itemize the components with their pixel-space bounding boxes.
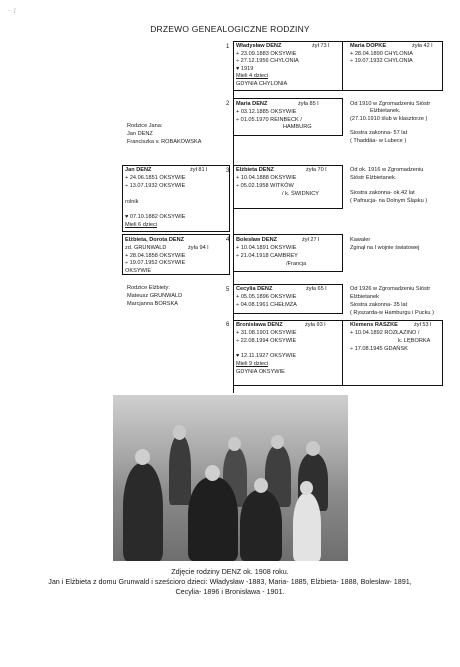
f5-age: żyła 65 l [306,286,327,292]
f6-children: Mieli 9 dzieci [236,361,269,367]
page-title: DRZEWO GENEALOGICZNE RODZINY [150,24,310,34]
jan-death: ÷ 13.07.1932 OKSYWIE [125,183,186,189]
f2-death: ÷ 01.05.1970 REINBECK / [236,117,302,123]
f4-death-place: /Francja [286,261,307,267]
jan-parents-label: Rodzice Jana: [127,123,163,129]
jan-birth: + 24.06.1851 OKSYWIE [125,175,186,181]
f6-spouse-birth-place: k. LĘBORKA [398,338,431,344]
jan-occupation: rolnik [125,199,139,205]
elz-age: żyła 94 l [188,245,209,251]
f2-note-4: Siostra zakonna- 57 lat [350,130,408,136]
elz-mother: Marcjanna BORSKA [127,301,178,307]
elz-parents-label: Rodzice Elżbiety: [127,285,170,291]
f6-spouse-birth: + 10.04.1892 ROZŁAZINO / [350,330,420,336]
elz-death: ÷ 19.07.1952 OKSYWIE [125,260,186,266]
f2-age: żyła 85 l [298,101,319,107]
f4-note-1: Kawaler [350,237,371,243]
f2-death-place: HAMBURG [283,124,312,130]
f4-birth: + 10.04.1891 OKSYWIE [236,245,297,251]
f1-spouse-name: Maria DOPKE [350,43,387,49]
f1-name: Władysław DENZ [236,43,282,49]
elz-name: Elżbieta, Dorota DENZ [125,237,185,243]
f3-birth: + 10.04.1888 OKSYWIE [236,175,297,181]
f3-note-2: Sióstr Elżbietanek. [350,175,397,181]
f6-age: żyła 93 l [305,322,326,328]
f6-death: ÷ 22.08.1994 OKSYWIE [236,338,297,344]
f5-note-1: Od 1926 w Zgromadzeniu Sióstr [350,286,431,292]
elz-place: OKSYWIE [125,268,152,274]
f1-place: GDYNIA CHYLONIA [236,81,288,87]
jan-mother: Franciszka v. ROBAKOWSKA [127,139,202,145]
f1-birth: + 23.09.1883 OKSYWIE [236,51,297,57]
f3-age: żyła 70 l [306,167,327,173]
entry-number-5: 5 [226,287,230,293]
f2-note-2: Elżbietanek. [370,108,401,114]
f5-birth: + 05.05.1896 OKSYWIE [236,294,297,300]
f3-death: ÷ 05.02.1958 WITKÓW [236,183,294,189]
f4-name: Bolesław DENZ [236,237,278,243]
f2-name: Maria DENZ [236,101,268,107]
entry-number-3: 3 [226,168,230,174]
elz-birth: + 28.04.1858 OKSYWIE [125,253,186,259]
elz-maiden: zd. GRUNWALD [125,245,167,251]
jan-father: Jan DENZ [127,131,153,137]
f1-marriage: ♥ 1919 [236,66,254,72]
f3-name: Elżbieta DENZ [236,167,274,173]
f6-marriage: ♥ 12.11.1927 OKSYWIE [236,353,297,359]
f4-note-2: Zginął na I wojnie światowej [350,245,420,251]
entry-number-2: 2 [226,101,230,107]
f1-spouse-death: ÷ 19.07.1932 CHYLONIA [350,58,413,64]
corner-mark: - · ∫ [8,8,16,14]
jan-age: żył 81 l [190,167,208,173]
f2-note-1: Od 1910 w Zgromadzeniu Sióstr [350,101,431,107]
jan-children: Mieli 6 dzieci [125,222,158,228]
f5-name: Cecylia DENZ [236,286,273,292]
elz-father: Mateusz GRUNWALD [127,293,183,299]
f5-note-2: Elżbietanek [350,294,379,300]
f1-spouse-birth: + 28.04.1890 CHYLONIA [350,51,413,57]
entry-number-6: 6 [226,322,230,328]
f1-children: Mieli 4 dzieci [236,73,269,79]
f6-spouse-death: ÷ 17.08.1945 GDAŃSK [350,346,408,352]
f1-spouse-age: żyła 42 l [412,43,433,49]
photo-caption-title: Zdjęcie rodziny DENZ ok. 1908 roku. [171,567,289,576]
f3-note-3: Siostra zakonna- ok.42 lat [350,190,415,196]
f1-death: ÷ 27.12.1956 CHYLONIA [236,58,299,64]
f5-note-4: ( Ryszarda-w Hamburgu i Pucku ) [350,310,434,316]
photo-caption-line-3: Cecylia- 1896 i Bronisława - 1901. [175,587,285,596]
f4-age: żył 27 l [302,237,320,243]
f6-birth: + 31.08.1901 OKSYWIE [236,330,297,336]
entry-number-4: 4 [226,237,230,243]
f3-note-1: Od ok. 1916 w Zgromadzeniu [350,167,424,173]
f3-death-place: / k. ŚWIDNICY [282,191,319,197]
f6-spouse-name: Klemens RASZKE [350,322,398,328]
entry-number-1: 1 [226,44,230,50]
f1-age: żył 73 l [312,43,330,49]
entry-6-divider [342,320,343,386]
f2-birth: + 03.12.1885 OKSYWIE [236,109,297,115]
f5-death: ÷ 04.08.1961 CHEŁMŻA [236,302,297,308]
f6-name: Bronisława DENZ [236,322,283,328]
f2-note-5: ( Thaddäa- w Lubece ) [350,138,407,144]
f4-death: ÷ 21.04.1918 CAMBREY [236,253,298,259]
jan-name: Jan DENZ [125,167,152,173]
family-photo [113,395,348,561]
entry-1-divider [342,41,343,91]
f6-place: GDYNIA OKSYWIE [236,369,285,375]
jan-marriage: ♥ 07.10.1882 OKSYWIE [125,214,186,220]
f5-note-3: Siostra zakonna- 35 lat [350,302,408,308]
f3-note-4: ( Pafnucja- na Dolnym Śląsku ) [350,198,428,204]
f6-spouse-age: żył 53 l [414,322,432,328]
photo-caption-line-2: Jan i Elżbieta z domu Grunwald i sześcioro dzieci: Władysław -1883, Maria- 1885, Elżbieta- 1888, Bolesław- 1891, [48,577,412,586]
f2-note-3: (27.10.1910 ślub w klasztorze ) [350,116,428,122]
